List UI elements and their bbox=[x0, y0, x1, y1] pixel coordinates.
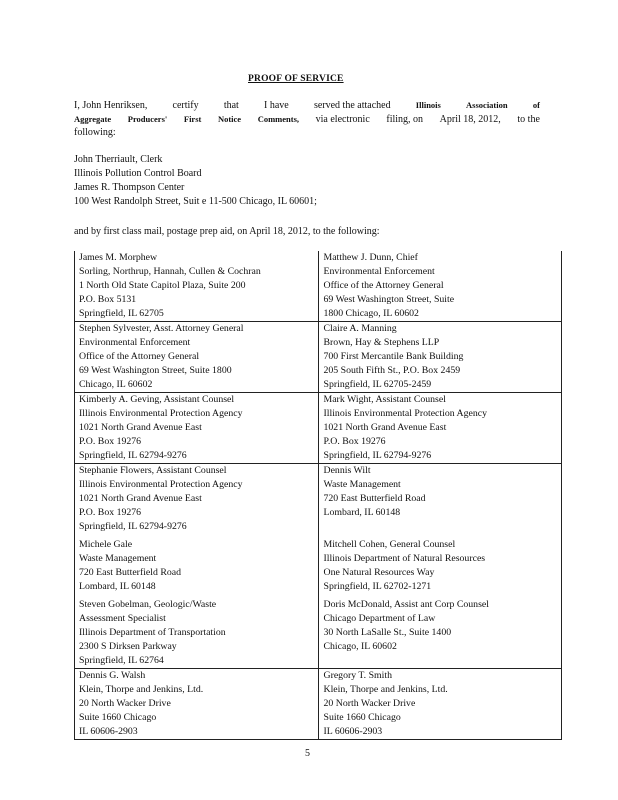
address-line: Illinois Department of Natural Resources bbox=[323, 553, 486, 564]
document-name: of bbox=[532, 100, 540, 110]
address-line: Waste Management bbox=[79, 553, 157, 564]
intro-text: I have bbox=[264, 100, 289, 111]
address-line: Chicago Department of Law bbox=[323, 613, 436, 624]
address-line: Suite 1660 Chicago bbox=[79, 712, 157, 723]
recipient-name: Stephanie Flowers, Assistant Counsel bbox=[79, 465, 227, 476]
service-entry-left bbox=[75, 669, 319, 740]
service-entry-left bbox=[75, 464, 319, 535]
intro-text: served the attached bbox=[313, 100, 391, 111]
address-line: Suite 1660 Chicago bbox=[323, 712, 401, 723]
address-line: P.O. Box 19276 bbox=[79, 436, 142, 447]
document-name: Association bbox=[466, 100, 508, 110]
recipient-name: Mark Wight, Assistant Counsel bbox=[323, 394, 446, 405]
service-entry-left bbox=[75, 251, 319, 322]
service-entry-right bbox=[318, 322, 562, 393]
address-line: 720 East Butterfield Road bbox=[323, 493, 426, 504]
address-line: 700 First Mercantile Bank Building bbox=[323, 351, 464, 362]
address-line: One Natural Resources Way bbox=[323, 567, 435, 578]
intro-text: via electronic bbox=[315, 114, 370, 125]
recipient-line: John Therriault, Clerk bbox=[74, 154, 163, 165]
document-name: Illinois bbox=[415, 100, 441, 110]
recipient-name: Mitchell Cohen, General Counsel bbox=[323, 539, 456, 550]
address-line: 69 West Washington Street, Suite 1800 bbox=[79, 365, 232, 376]
intro-text: to the bbox=[517, 114, 540, 125]
service-entry-right bbox=[318, 251, 562, 322]
address-line: IL 60606-2903 bbox=[323, 726, 383, 737]
intro-line-2 bbox=[74, 114, 540, 125]
service-list-table bbox=[74, 251, 562, 740]
address-line: P.O. Box 19276 bbox=[323, 436, 386, 447]
address-line: Environmental Enforcement bbox=[79, 337, 191, 348]
service-row bbox=[75, 534, 562, 594]
document-name: Aggregate bbox=[74, 114, 112, 124]
intro-line-1 bbox=[74, 100, 540, 111]
address-line: Springfield, IL 62794-9276 bbox=[79, 450, 187, 461]
address-line: Springfield, IL 62764 bbox=[79, 655, 164, 666]
service-entry-right bbox=[318, 464, 562, 535]
address-line: IL 60606-2903 bbox=[79, 726, 138, 737]
address-line: Springfield, IL 62794-9276 bbox=[323, 450, 432, 461]
address-line: Lombard, IL 60148 bbox=[79, 581, 156, 592]
service-row bbox=[75, 322, 562, 393]
address-line: Office of the Attorney General bbox=[323, 280, 444, 291]
address-line: Springfield, IL 62705-2459 bbox=[323, 379, 432, 390]
recipient-name: Claire A. Manning bbox=[323, 323, 397, 334]
address-line: P.O. Box 5131 bbox=[79, 294, 137, 305]
service-entry-right bbox=[318, 534, 562, 594]
document-name: Notice bbox=[217, 114, 242, 124]
address-line: 20 North Wacker Drive bbox=[79, 698, 171, 709]
address-line: 1800 Chicago, IL 60602 bbox=[323, 308, 419, 319]
address-line: Environmental Enforcement bbox=[323, 266, 435, 277]
address-line: 20 North Wacker Drive bbox=[323, 698, 416, 709]
document-name: First bbox=[183, 114, 202, 124]
address-line: 1 North Old State Capitol Plaza, Suite 200 bbox=[79, 280, 246, 291]
recipient-name: Kimberly A. Geving, Assistant Counsel bbox=[79, 394, 235, 405]
address-line: Klein, Thorpe and Jenkins, Ltd. bbox=[79, 684, 204, 695]
service-entry-left bbox=[75, 393, 319, 464]
page-number: 5 bbox=[305, 748, 310, 759]
service-row bbox=[75, 251, 562, 322]
recipient-name: Stephen Sylvester, Asst. Attorney General bbox=[79, 323, 244, 334]
document-name: Comments, bbox=[257, 114, 300, 124]
service-entry-right bbox=[318, 594, 562, 669]
recipient-name: Doris McDonald, Assist ant Corp Counsel bbox=[323, 599, 489, 610]
service-row bbox=[75, 393, 562, 464]
intro-text: I, John Henriksen, bbox=[74, 100, 148, 111]
page-title: PROOF OF SERVICE bbox=[248, 74, 344, 84]
recipient-line: James R. Thompson Center bbox=[74, 182, 185, 193]
address-line: Illinois Department of Transportation bbox=[79, 627, 226, 638]
service-entry-left bbox=[75, 322, 319, 393]
address-line: Illinois Environmental Protection Agency bbox=[323, 408, 488, 419]
service-row bbox=[75, 594, 562, 669]
address-line: 1021 North Grand Avenue East bbox=[323, 422, 447, 433]
address-line: Waste Management bbox=[323, 479, 401, 490]
address-line: 30 North LaSalle St., Suite 1400 bbox=[323, 627, 452, 638]
intro-text: filing, on bbox=[386, 114, 424, 125]
address-line: 720 East Butterfield Road bbox=[79, 567, 182, 578]
address-line: Springfield, IL 62705 bbox=[79, 308, 164, 319]
service-entry-right bbox=[318, 669, 562, 740]
recipient-name: Dennis Wilt bbox=[323, 465, 371, 476]
recipient-name: Matthew J. Dunn, Chief bbox=[323, 252, 418, 263]
address-line: Chicago, IL 60602 bbox=[323, 641, 397, 652]
address-line: Springfield, IL 62702-1271 bbox=[323, 581, 432, 592]
recipient-line: 100 West Randolph Street, Suit e 11-500 Chicago, IL 60601; bbox=[74, 196, 317, 207]
address-line: 1021 North Grand Avenue East bbox=[79, 493, 202, 504]
address-line: Office of the Attorney General bbox=[79, 351, 200, 362]
address-line: Illinois Environmental Protection Agency bbox=[79, 408, 243, 419]
intro-text: April 18, 2012, bbox=[439, 114, 501, 125]
service-row bbox=[75, 464, 562, 535]
address-line: Assessment Specialist bbox=[79, 613, 166, 624]
intro-line-3: following: bbox=[74, 127, 116, 138]
address-line: 2300 S Dirksen Parkway bbox=[79, 641, 177, 652]
address-line: Klein, Thorpe and Jenkins, Ltd. bbox=[323, 684, 448, 695]
mail-service-line: and by first class mail, postage prep aid, on April 18, 2012, to the following: bbox=[74, 226, 380, 237]
address-line: Brown, Hay & Stephens LLP bbox=[323, 337, 440, 348]
recipient-line: Illinois Pollution Control Board bbox=[74, 168, 202, 179]
recipient-name: Gregory T. Smith bbox=[323, 670, 392, 681]
intro-text: certify bbox=[172, 100, 199, 111]
document-name: Producers' bbox=[127, 114, 168, 124]
address-line: 205 South Fifth St., P.O. Box 2459 bbox=[323, 365, 461, 376]
address-line: Chicago, IL 60602 bbox=[79, 379, 153, 390]
address-line: Springfield, IL 62794-9276 bbox=[79, 521, 187, 532]
recipient-name: Dennis G. Walsh bbox=[79, 670, 146, 681]
address-line: Sorling, Northrup, Hannah, Cullen & Cochran bbox=[79, 266, 261, 277]
address-line: 1021 North Grand Avenue East bbox=[79, 422, 202, 433]
address-line: Lombard, IL 60148 bbox=[323, 507, 401, 518]
recipient-name: James M. Morphew bbox=[79, 252, 158, 263]
recipient-name: Michele Gale bbox=[79, 539, 133, 550]
address-line: 69 West Washington Street, Suite bbox=[323, 294, 455, 305]
service-entry-left bbox=[75, 534, 319, 594]
service-entry-right bbox=[318, 393, 562, 464]
intro-text: that bbox=[223, 100, 239, 111]
recipient-name: Steven Gobelman, Geologic/Waste bbox=[79, 599, 217, 610]
service-row bbox=[75, 669, 562, 740]
address-line: P.O. Box 19276 bbox=[79, 507, 142, 518]
address-line: Illinois Environmental Protection Agency bbox=[79, 479, 243, 490]
service-entry-left bbox=[75, 594, 319, 669]
